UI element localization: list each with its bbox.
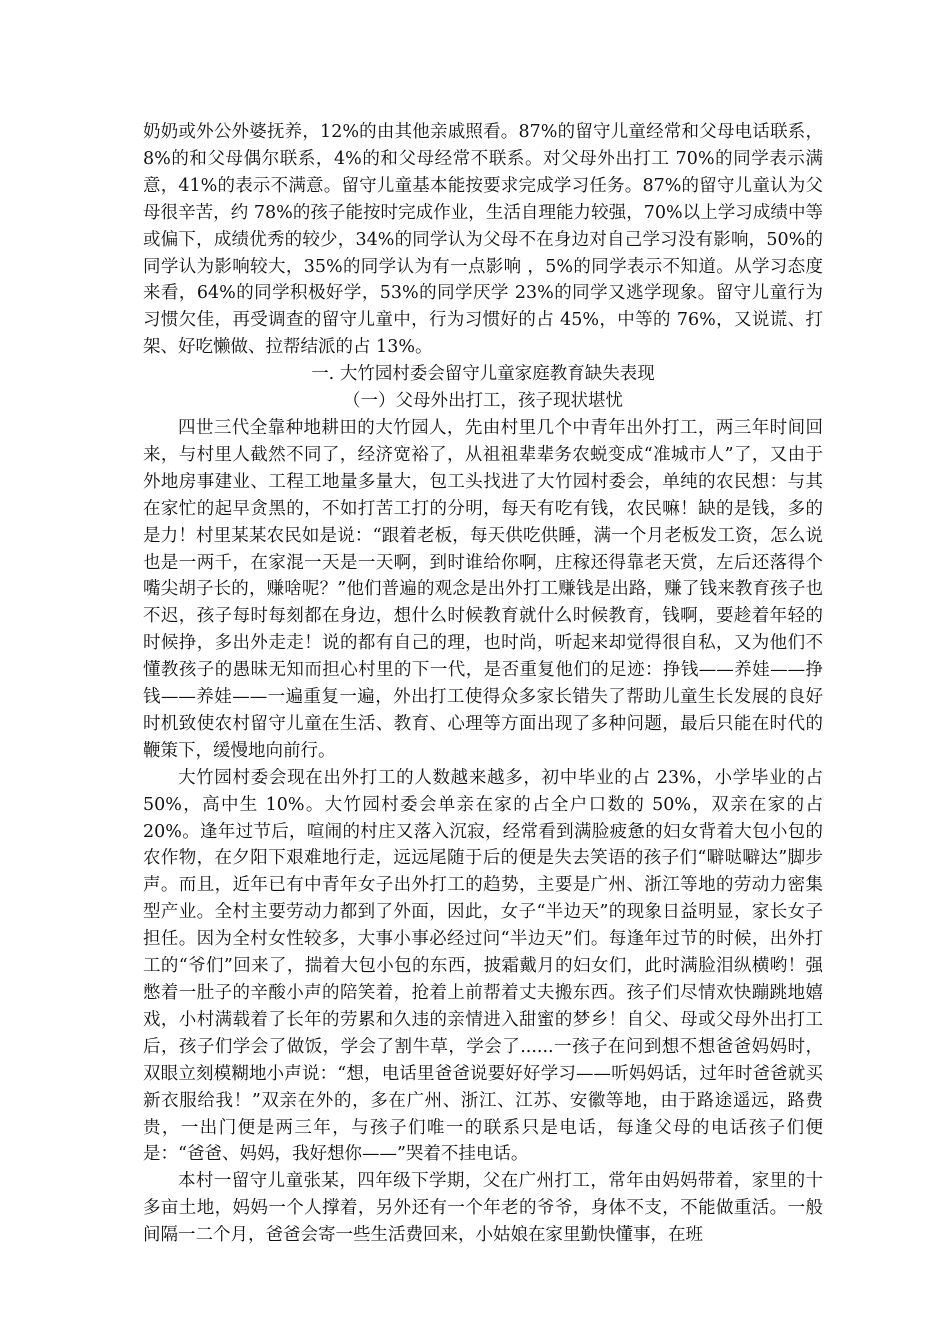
paragraph-village-labor: 四世三代全靠种地耕田的大竹园人，先由村里几个中青年出外打工，两三年时间回来，与村里人截然不同了，经济宽裕了，从祖祖辈辈务农蜕变成“准城市人”了，又由于外地房事建业、工程工地量多量大，包工头找进了大竹园村委会，单纯的农民想：与其在家忙的起早贪黑的，不如打苦工打的分明，每天有吃有钱，农民嘛！缺的是钱，多的是力！村里某某农民如是说：“跟着老板，每天供吃供睡，满一个月老板发工资，怎么说也是一两千，在家混一天是一天啊，到时谁给你啊，庄稼还得靠老天赏，左后还落得个嘴尖胡子长的，赚啥呢？”他们普遍的观念是出外打工赚钱是出路，赚了钱来教育孩子也不迟，孩子每时每刻都在身边，想什么时候教育就什么时候教育，钱啊，要趁着年轻的时候挣，多出外走走！说的都有自己的理，也时尚，听起来却觉得很自私，又为他们不懂教孩子的愚昧无知而担心村里的下一代，是否重复他们的足迹：挣钱——养娃——挣钱——养娃——一遍重复一遍，外出打工使得众多家长错失了帮助儿童生长发展的良好时机致使农村留守儿童在生活、教育、心理等方面出现了多种问题，最后只能在时代的鞭策下，缓慢地向前行。 xyxy=(143,417,823,761)
paragraph-village-statistics: 大竹园村委会现在出外打工的人数越来越多，初中毕业的占 23%，小学毕业的占 50%，高中生 10%。大竹园村委会单亲在家的占全户口数的 50%，双亲在家的占 20%。逢年过节后，喧闹的村庄又落入沉寂，经常看到满脸疲惫的妇女背着大包小包的农作物，在夕阳下艰难地行走，远远尾随于后的便是失去笑语的孩子们“噼哒噼达”脚步声。而且，近年已有中青年女子出外打工的趋势，主要是广州、浙江等地的劳动力密集型产业。全村主要劳动力都到了外面，因此，女子“半边天”的现象日益明显，家长女子担任。因为全村女性较多，大事小事必经过问“半边天”们。每逢年过节的时候，出外打工的“爷们”回来了，揣着大包小包的东西，披霜戴月的妇女们，此时满脸泪纵横哟！强憋着一肚子的辛酸小声的陪笑着，抢着上前帮着丈夫搬东西。孩子们尽情欢快蹦跳地嬉戏，小村满载着了长年的劳累和久违的亲情进入甜蜜的梦乡！自父、母或父母外出打工后，孩子们学会了做饭，学会了割牛草，学会了......一孩子在问到想不想爸爸妈妈时，双眼立刻模糊地小声说：“想，电话里爸爸说要好好学习——听妈妈话，过年时爸爸就买新衣服给我！”双亲在外的，多在广州、浙江、江苏、安徽等地，由于路途遥远，路费贵，一出门便是两三年，与孩子们唯一的联系只是电话，每逢父母的电话孩子们便是：“爸爸、妈妈，我好想你——”哭着不挂电话。 xyxy=(143,767,823,1165)
document-body xyxy=(143,119,823,1249)
subsection-heading: （一）父母外出打工，孩子现状堪忧 xyxy=(343,391,623,412)
section-heading: 一. 大竹园村委会留守儿童家庭教育缺失表现 xyxy=(311,364,655,385)
paragraph-survey-results: 奶奶或外公外婆抚养，12%的由其他亲戚照看。87%的留守儿童经常和父母电话联系，8%的和父母偶尔联系，4%的和父母经常不联系。对父母外出打工 70%的同学表示满意，41%的表示不满意。留守儿童基本能按要求完成学习任务。87%的留守儿童认为父母很辛苦，约 78%的孩子能按时完成作业，生活自理能力较强，70%以上学习成绩中等或偏下，成绩优秀的较少，34%的同学认为父母不在身边对自己学习没有影响，50%的同学认为影响较大，35%的同学认为有一点影响 ，5%的同学表示不知道。从学习态度来看，64%的同学积极好学，53%的同学厌学 23%的同学又逃学现象。留守儿童行为习惯欠佳，再受调查的留守儿童中，行为习惯好的占 45%，中等的 76%，又说谎、打架、好吃懒做、拉帮结派的占 13%。 xyxy=(143,122,823,358)
paragraph-case-study: 本村一留守儿童张某，四年级下学期，父在广州打工，常年由妈妈带着，家里的十多亩土地，妈妈一个人撑着，另外还有一个年老的爷爷，身体不支，不能做重活。一般间隔一二个月，爸爸会寄一些生活费回来，小姑娘在家里勤快懂事，在班 xyxy=(143,1171,823,1246)
